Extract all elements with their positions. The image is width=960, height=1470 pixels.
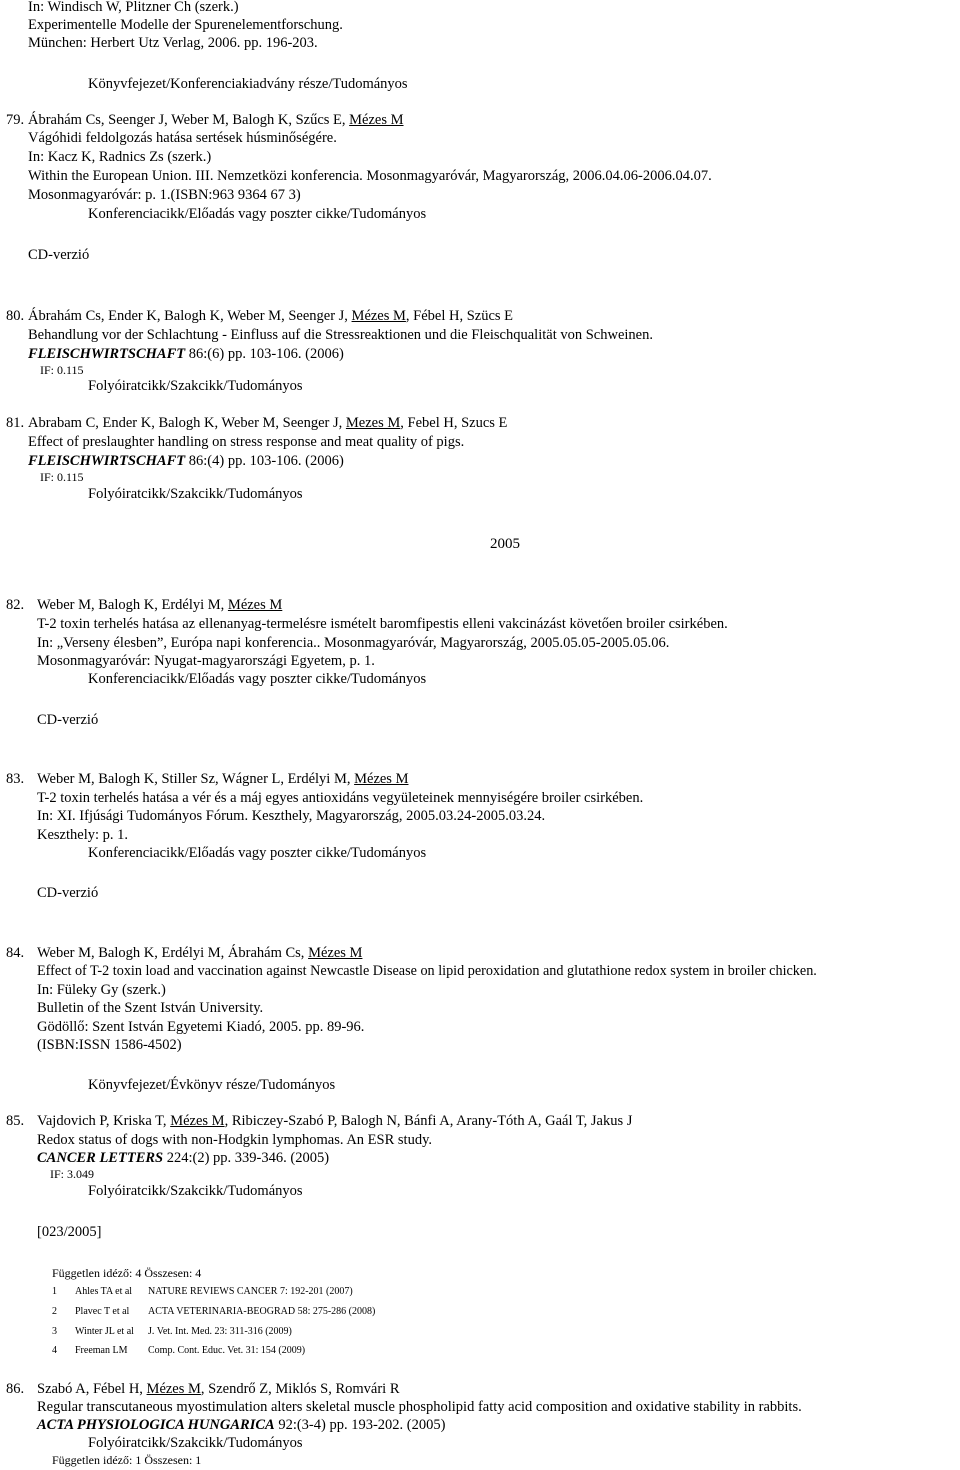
highlighted-author: Mézes M (349, 112, 404, 128)
entry-authors: Weber M, Balogh K, Erdélyi M, Ábrahám Cs, Mézes M (37, 945, 363, 961)
entry-conference: In: XI. Ifjúsági Tudományos Fórum. Keszthely, Magyarország, 2005.03.24-2005.03.24. (37, 808, 546, 824)
entry-category: Konferenciacikk/Előadás vagy poszter cikke/Tudományos (88, 671, 427, 687)
entry-number: 83. (6, 771, 25, 787)
highlighted-author: Mézes M (170, 1113, 225, 1129)
entry-authors: Ábrahám Cs, Ender K, Balogh K, Weber M, Seenger J, Mézes M, Fébel H, Szücs E (28, 308, 514, 324)
highlighted-author: Mézes M (146, 1381, 201, 1397)
entry-category: Folyóiratcikk/Szakcikk/Tudományos (88, 1183, 303, 1199)
entry-journal: FLEISCHWIRTSCHAFT 86:(6) pp. 103-106. (2006) (28, 346, 344, 362)
entry-authors: Ábrahám Cs, Seenger J, Weber M, Balogh K, Szűcs E, Mézes M (28, 112, 404, 128)
entry-number: 81. (6, 415, 25, 431)
entry-book: Bulletin of the Szent István University. (37, 1000, 264, 1016)
entry-title: Redox status of dogs with non-Hodgkin lymphomas. An ESR study. (37, 1132, 432, 1148)
impact-factor: IF: 0.115 (40, 363, 84, 377)
entry-number: 79. (6, 112, 25, 128)
entry-title: T-2 toxin terhelés hatása az ellenanyag-termelésre ismételt baromfipestis elleni vakcinázást követően broiler csirkében. (37, 616, 728, 632)
entry-number: 82. (6, 597, 25, 613)
highlighted-author: Mezes M (345, 415, 401, 431)
citation-index: 1 (52, 1286, 57, 1297)
impact-factor: IF: 3.049 (50, 1167, 95, 1181)
highlighted-author: Mézes M (351, 308, 406, 324)
journal-name: CANCER LETTERS (37, 1150, 164, 1166)
citation-author: Plavec T et al (75, 1306, 130, 1317)
citation-summary: Független idéző: 4 Összesen: 4 (52, 1266, 202, 1280)
entry-category: Folyóiratcikk/Szakcikk/Tudományos (88, 486, 303, 502)
cd-version-label: CD-verzió (37, 712, 99, 728)
highlighted-author: Mézes M (227, 597, 283, 613)
entry-authors: Vajdovich P, Kriska T, Mézes M, Ribiczey-Szabó P, Balogh N, Bánfi A, Arany-Tóth A, Gaál T, Jakus J (37, 1113, 633, 1129)
highlighted-author: Mézes M (308, 945, 363, 961)
entry-journal: CANCER LETTERS 224:(2) pp. 339-346. (2005) (37, 1150, 330, 1166)
citation-summary: Független idéző: 1 Összesen: 1 (52, 1453, 202, 1467)
citation-source: Comp. Cont. Educ. Vet. 31: 154 (2009) (148, 1345, 306, 1356)
entry-category: Könyvfejezet/Konferenciakiadvány része/Tudományos (88, 76, 408, 92)
cd-version-label: CD-verzió (37, 885, 99, 901)
entry-authors: Weber M, Balogh K, Stiller Sz, Wágner L, Erdélyi M, Mézes M (37, 771, 409, 787)
entry-isbn: (ISBN:ISSN 1586-4502) (37, 1037, 182, 1053)
entry-authors: Weber M, Balogh K, Erdélyi M, Mézes M (37, 597, 283, 613)
entry-title: Vágóhidi feldolgozás hatása sertések húsminőségére. (28, 130, 337, 146)
citation-source: ACTA VETERINARIA-BEOGRAD 58: 275-286 (2008) (148, 1306, 376, 1317)
entry-conference: Within the European Union. III. Nemzetközi konferencia. Mosonmagyaróvár, Magyarország, 2006.04.06-2006.04.07. (28, 168, 712, 184)
citation-index: 3 (52, 1326, 57, 1337)
citation-author: Freeman LM (75, 1345, 128, 1356)
entry-authors: Szabó A, Fébel H, Mézes M, Szendrő Z, Miklós S, Romvári R (37, 1381, 400, 1397)
cd-version-label: CD-verzió (28, 247, 90, 263)
entry-publisher: München: Herbert Utz Verlag, 2006. pp. 196-203. (28, 35, 318, 51)
entry-title: Regular transcutaneous myostimulation alters skeletal muscle phospholipid fatty acid composition and oxidative stability in rabbits. (37, 1399, 802, 1415)
entry-editors: In: Windisch W, Plitzner Ch (szerk.) (28, 0, 239, 15)
entry-conference: In: „Verseny élesben”, Európa napi konferencia.. Mosonmagyaróvár, Magyarország, 2005.05.05-2005.05.06. (37, 635, 670, 651)
entry-code: [023/2005] (37, 1224, 102, 1240)
entry-category: Konferenciacikk/Előadás vagy poszter cikke/Tudományos (88, 206, 427, 222)
citation-source: NATURE REVIEWS CANCER 7: 192-201 (2007) (148, 1286, 353, 1297)
entry-publisher: Mosonmagyaróvár: Nyugat-magyarországi Egyetem, p. 1. (37, 653, 375, 669)
citation-author: Ahles TA et al (75, 1286, 133, 1297)
entry-category: Folyóiratcikk/Szakcikk/Tudományos (88, 1435, 303, 1451)
journal-name: ACTA PHYSIOLOGICA HUNGARICA (37, 1417, 275, 1433)
entry-title: Effect of T-2 toxin load and vaccination against Newcastle Disease on lipid peroxidation and glutathione redox system in broiler chicken. (37, 963, 817, 979)
impact-factor: IF: 0.115 (40, 470, 84, 484)
entry-category: Folyóiratcikk/Szakcikk/Tudományos (88, 378, 303, 394)
entry-number: 84. (6, 945, 25, 961)
journal-name: FLEISCHWIRTSCHAFT (28, 346, 186, 362)
entry-journal: ACTA PHYSIOLOGICA HUNGARICA 92:(3-4) pp. 193-202. (2005) (37, 1417, 446, 1433)
entry-publisher: Keszthely: p. 1. (37, 827, 129, 843)
entry-publisher: Gödöllő: Szent István Egyetemi Kiadó, 2005. pp. 89-96. (37, 1019, 365, 1035)
entry-book: Experimentelle Modelle der Spurenelementforschung. (28, 17, 343, 33)
highlighted-author: Mézes M (354, 771, 409, 787)
entry-editors: In: Füleky Gy (szerk.) (37, 982, 166, 998)
citation-author: Winter JL et al (75, 1326, 134, 1337)
entry-title: Effect of preslaughter handling on stress response and meat quality of pigs. (28, 434, 465, 450)
journal-name: FLEISCHWIRTSCHAFT (28, 453, 186, 469)
entry-title: T-2 toxin terhelés hatása a vér és a máj egyes antioxidáns vegyületeinek mennyiségére broiler csirkében. (37, 790, 644, 806)
entry-editors: In: Kacz K, Radnics Zs (szerk.) (28, 149, 212, 165)
entry-number: 85. (6, 1113, 25, 1129)
entry-authors: Abrabam C, Ender K, Balogh K, Weber M, Seenger J, Mezes M, Febel H, Szucs E (28, 415, 508, 431)
entry-category: Konferenciacikk/Előadás vagy poszter cikke/Tudományos (88, 845, 427, 861)
year-heading: 2005 (490, 536, 520, 552)
entry-title: Behandlung vor der Schlachtung - Einfluss auf die Stressreaktionen und die Fleischqualität von Schweinen. (28, 327, 653, 343)
citation-source: J. Vet. Int. Med. 23: 311-316 (2009) (148, 1326, 292, 1337)
citation-index: 2 (52, 1306, 57, 1317)
entry-number: 80. (6, 308, 25, 324)
citation-index: 4 (52, 1345, 57, 1356)
entry-journal: FLEISCHWIRTSCHAFT 86:(4) pp. 103-106. (2006) (28, 453, 344, 469)
entry-category: Könyvfejezet/Évkönyv része/Tudományos (88, 1077, 336, 1093)
entry-number: 86. (6, 1381, 25, 1397)
entry-publisher: Mosonmagyaróvár: p. 1.(ISBN:963 9364 67 3) (28, 187, 301, 203)
